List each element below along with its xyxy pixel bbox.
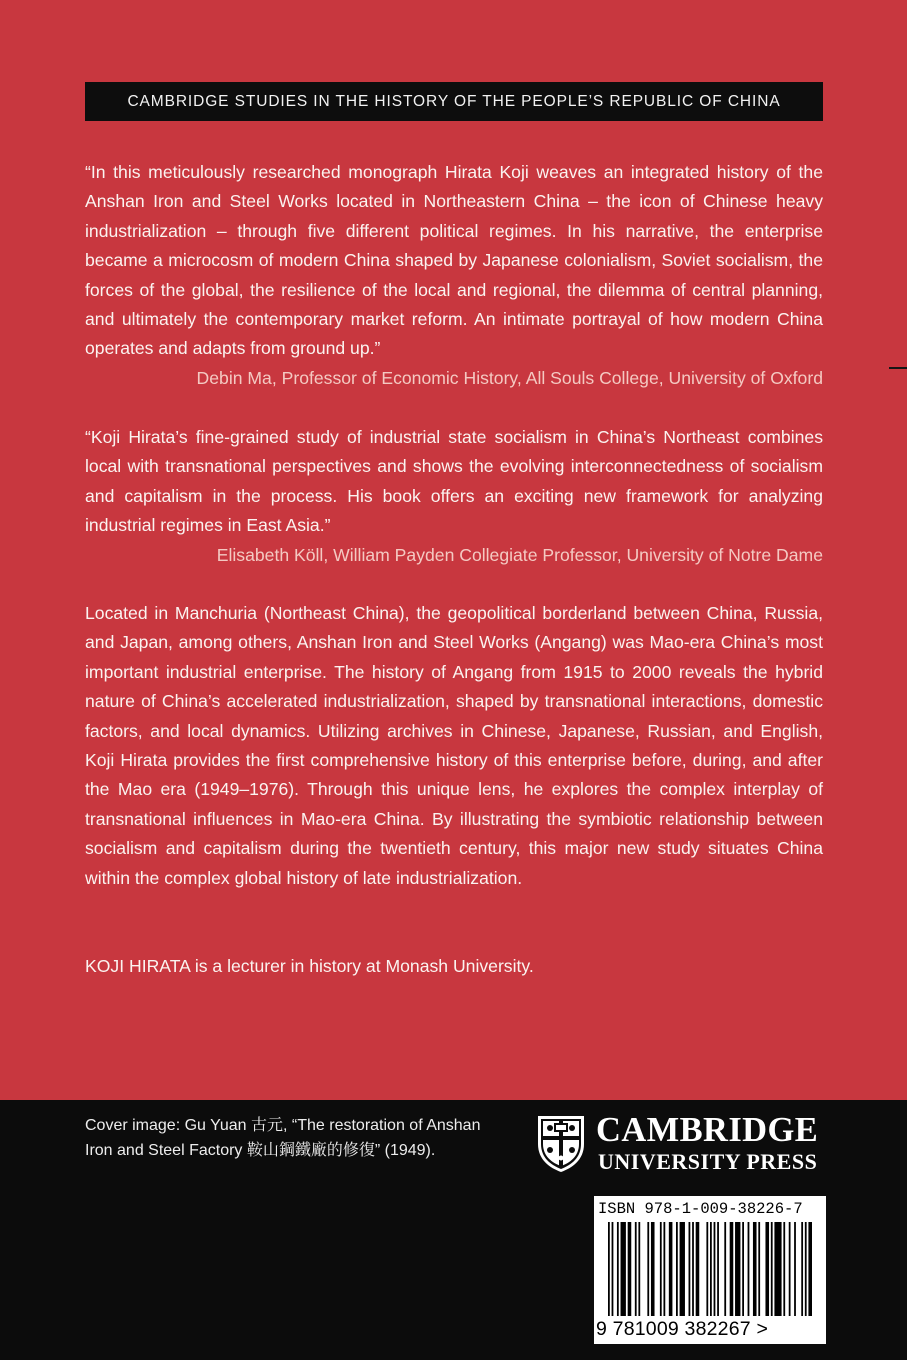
- author-bio: KOJI HIRATA is a lecturer in history at Monash University.: [85, 956, 534, 976]
- edge-tick-mark: [889, 367, 907, 369]
- blurb-quote-1: “In this meticulously researched monograph Hirata Koji weaves an integrated history of the Anshan Iron and Steel Works located in Northeastern China – the icon of Chinese heavy industrialization – through five different political regimes. In his narrative, the enterprise became a microcosm of modern China shaped by Japanese colonialism, Soviet socialism, the forces of the global, the resilience of the local and regional, the dilemma of central planning, and ultimately the contemporary market reform. An intimate portrayal of how modern China operates and adapts from ground up.”: [85, 162, 823, 359]
- blurb-quote-2: “Koji Hirata’s fine-grained study of industrial state socialism in China’s Northeast combines local with transnational perspectives and shows the evolving interconnectedness of socialism and capitalism in the process. His book offers an exciting new framework for analyzing industrial regimes in East Asia.”: [85, 427, 823, 536]
- book-description: Located in Manchuria (Northeast China), the geopolitical borderland between China, Russia, and Japan, among others, Anshan Iron and Steel Works (Angang) was Mao-era China’s most important industrial enterprise. The history of Angang from 1915 to 2000 reveals the hybrid nature of China’s accelerated industrialization, shaped by transnational interactions, domestic factors, and local dynamics. Utilizing archives in Chinese, Japanese, Russian, and English, Koji Hirata provides the first comprehensive history of this enterprise before, during, and after the Mao era (1949–1976). Through this unique lens, he explores the complex interplay of transnational influences in Mao-era China. By illustrating the symbiotic relationship between socialism and capitalism during the twentieth century, this major new study situates China within the complex global history of late industrialization.: [85, 603, 823, 888]
- blurb-attribution-2: Elisabeth Köll, William Payden Collegiate Professor, University of Notre Dame: [216, 545, 823, 565]
- series-title: CAMBRIDGE STUDIES IN THE HISTORY OF THE PEOPLE’S REPUBLIC OF CHINA: [85, 82, 823, 121]
- footer-band: [0, 1100, 907, 1360]
- barcode-bars: [608, 1222, 812, 1320]
- publisher-subtitle: UNIVERSITY PRESS: [598, 1149, 818, 1174]
- blurb-attribution-1: Debin Ma, Professor of Economic History, All Souls College, University of Oxford: [196, 368, 823, 388]
- barcode-digits: 9 781009 382267 >: [596, 1318, 769, 1340]
- publisher-name: CAMBRIDGE: [596, 1111, 819, 1149]
- isbn-label: ISBN 978-1-009-38226-7: [598, 1200, 803, 1218]
- cover-credit: Cover image: Gu Yuan 古元, “The restoration of Anshan Iron and Steel Factory 鞍山鋼鐵廠的修復” (1949).: [85, 1117, 481, 1159]
- isbn-barcode: [594, 1196, 826, 1344]
- publisher-logo: [536, 1111, 826, 1176]
- cambridge-shield-icon: [536, 1114, 586, 1174]
